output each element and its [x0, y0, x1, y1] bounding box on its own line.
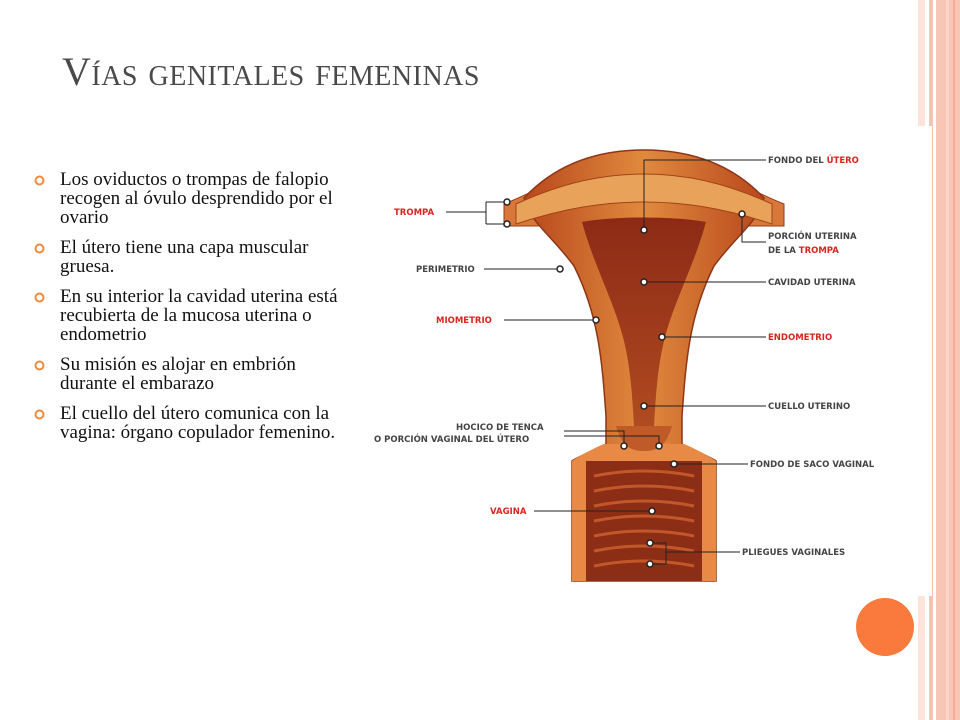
- label-fondo: FONDO DEL ÚTERO: [768, 156, 859, 166]
- label-miometrio: MIOMETRIO: [436, 316, 492, 326]
- label-trompa: TROMPA: [394, 208, 435, 218]
- label-cavidad: CAVIDAD UTERINA: [768, 278, 856, 288]
- accent-circle: [856, 598, 914, 656]
- bullet-icon: [34, 243, 45, 254]
- bullet-icon: [34, 175, 45, 186]
- label-cuello: CUELLO UTERINO: [768, 402, 851, 412]
- label-perimetrio: PERIMETRIO: [416, 265, 475, 275]
- bullet-item: [34, 170, 344, 227]
- bullet-item: [34, 238, 344, 276]
- bullet-text: Los oviductos o trompas de falopio recogen al óvulo desprendido por el ovario: [60, 169, 333, 228]
- bullet-text: El cuello del útero comunica con la vagina: órgano copulador femenino.: [60, 403, 336, 443]
- slide-title: Vías genitales femeninas: [62, 49, 480, 94]
- bullet-icon: [34, 360, 45, 371]
- label-porcion-1: PORCIÓN UTERINA: [768, 232, 857, 242]
- bullet-text: Su misión es alojar en embrión durante el embarazo: [60, 354, 296, 394]
- label-fondo-saco: FONDO DE SACO VAGINAL: [750, 460, 875, 470]
- bullet-item: [34, 355, 344, 393]
- uterus-illustration: [364, 126, 932, 596]
- label-porcion-2: DE LA TROMPA: [768, 246, 839, 256]
- bullet-list: [34, 170, 344, 453]
- bullet-text: En su interior la cavidad uterina está recubierta de la mucosa uterina o endometrio: [60, 286, 338, 345]
- label-endometrio: ENDOMETRIO: [768, 333, 833, 343]
- decorative-bar: [946, 0, 949, 720]
- label-vagina: VAGINA: [490, 507, 527, 517]
- decorative-bar: [953, 0, 955, 720]
- bullet-icon: [34, 292, 45, 303]
- bullet-item: [34, 404, 344, 442]
- bullet-item: [34, 287, 344, 344]
- label-hocico-1: HOCICO DE TENCA: [456, 423, 544, 433]
- uterus-diagram: [364, 126, 932, 596]
- label-hocico-2: O PORCIÓN VAGINAL DEL ÚTERO: [374, 435, 530, 445]
- label-pliegues: PLIEGUES VAGINALES: [742, 548, 846, 558]
- bullet-text: El útero tiene una capa muscular gruesa.: [60, 237, 309, 277]
- bullet-icon: [34, 409, 45, 420]
